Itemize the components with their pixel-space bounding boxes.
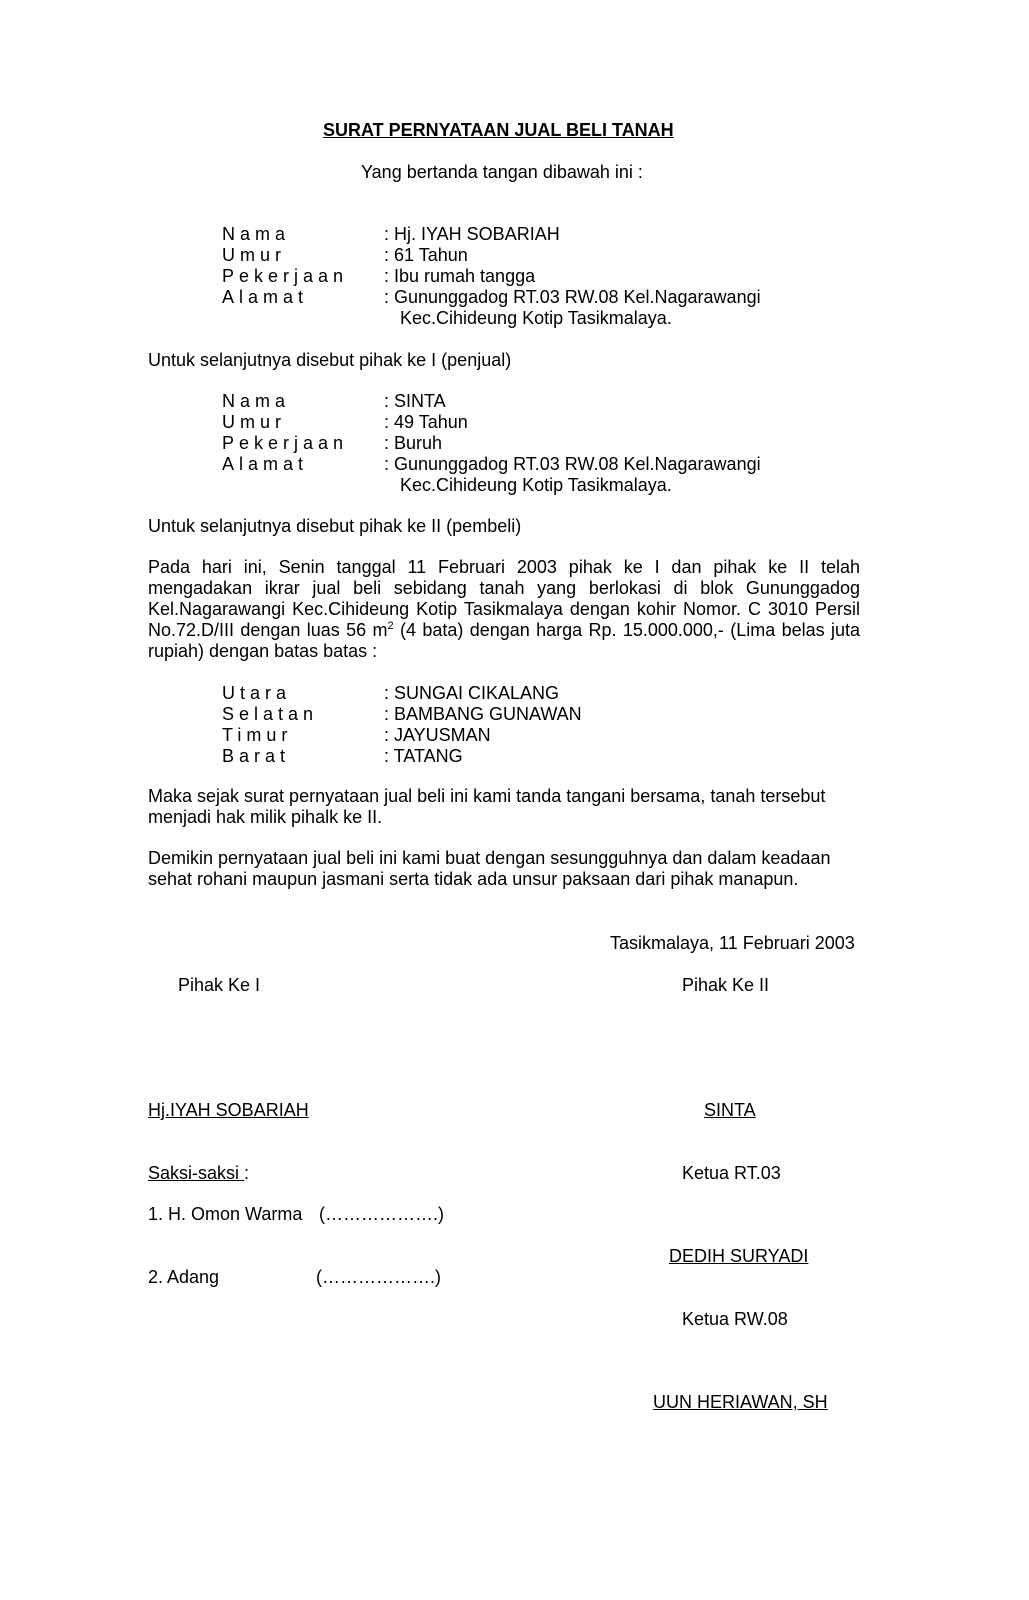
witness-2-signature-blank: (……………….) xyxy=(316,1267,441,1287)
party1-value-name: : Hj. IYAH SOBARIAH xyxy=(384,224,560,244)
party1-label-address: Alamat xyxy=(222,287,309,307)
party1-value-age: : 61 Tahun xyxy=(384,245,468,265)
boundary-label-north: Utara xyxy=(222,683,292,703)
agreement-paragraph xyxy=(148,557,860,662)
rt-name: DEDIH SURYADI xyxy=(669,1246,809,1266)
place-date: Tasikmalaya, 11 Februari 2003 xyxy=(610,933,855,953)
area-superscript: 2 xyxy=(387,620,394,632)
party2-value-age: : 49 Tahun xyxy=(384,412,468,432)
party1-label-name: Nama xyxy=(222,224,291,244)
party1-value-occupation: : Ibu rumah tangga xyxy=(384,266,536,286)
rw-name: UUN HERIAWAN, SH xyxy=(653,1392,828,1412)
party1-label-occupation: Pekerjaan xyxy=(222,266,349,286)
boundary-label-west: Barat xyxy=(222,746,291,766)
party1-label-age: Umur xyxy=(222,245,286,265)
boundary-value-west: : TATANG xyxy=(384,746,463,766)
party2-value-occupation: : Buruh xyxy=(384,433,443,453)
party1-address-line2: Kec.Cihideung Kotip Tasikmalaya. xyxy=(400,308,672,328)
ownership-paragraph: Maka sejak surat pernyataan jual beli ini kami tanda tangani bersama, tanah tersebut menjadi hak milik pihalk ke II. xyxy=(148,786,826,827)
party1-designation: Untuk selanjutnya disebut pihak ke I (penjual) xyxy=(148,350,512,370)
party2-designation: Untuk selanjutnya disebut pihak ke II (pembeli) xyxy=(148,516,522,536)
party2-signature-heading: Pihak Ke II xyxy=(682,975,770,995)
witness-1-name: 1. H. Omon Warma xyxy=(148,1204,303,1224)
witness-1-signature-blank: (……………….) xyxy=(319,1204,444,1224)
party1-value-address: : Gununggadog RT.03 RW.08 Kel.Nagarawangi xyxy=(384,287,761,307)
party2-label-name: Nama xyxy=(222,391,291,411)
party2-value-address: : Gununggadog RT.03 RW.08 Kel.Nagarawangi xyxy=(384,454,761,474)
closing-paragraph: Demikin pernyataan jual beli ini kami buat dengan sesungguhnya dan dalam keadaan sehat rohani maupun jasmani serta tidak ada unsur paksaan dari pihak manapun. xyxy=(148,848,831,889)
boundary-label-east: Timur xyxy=(222,725,293,745)
boundary-value-east: : JAYUSMAN xyxy=(384,725,491,745)
witness-2-name: 2. Adang xyxy=(148,1267,220,1287)
intro-text: Yang bertanda tangan dibawah ini : xyxy=(361,162,643,182)
party2-signature-name: SINTA xyxy=(704,1100,756,1120)
rt-title: Ketua RT.03 xyxy=(682,1163,781,1183)
boundary-value-south: : BAMBANG GUNAWAN xyxy=(384,704,582,724)
party2-value-name: : SINTA xyxy=(384,391,446,411)
party2-label-age: Umur xyxy=(222,412,286,432)
document-title: SURAT PERNYATAAN JUAL BELI TANAH xyxy=(323,120,674,140)
party2-address-line2: Kec.Cihideung Kotip Tasikmalaya. xyxy=(400,475,672,495)
boundary-label-south: Selatan xyxy=(222,704,319,724)
party1-signature-name: Hj.IYAH SOBARIAH xyxy=(148,1100,309,1120)
party1-signature-heading: Pihak Ke I xyxy=(178,975,261,995)
agreement-text-part1: Pada hari ini, Senin tanggal 11 Februari 2003 pihak ke I dan pihak ke II telah mengadakan ikrar jual beli sebidang tanah yang berlokasi di blok Gununggadog Kel.Nagarawangi Kec.Cihideung Kotip Tasikmalaya dengan kohir Nomor. C 3010 Persil No.72.D/III dengan luas 56 m xyxy=(148,557,860,640)
agreement-text-part2: (4 bata) dengan harga Rp. 15.000.000,- (Lima belas juta rupiah) dengan batas batas : xyxy=(148,620,860,661)
boundary-value-north: : SUNGAI CIKALANG xyxy=(384,683,560,703)
witnesses-heading: Saksi-saksi : xyxy=(148,1163,250,1183)
rw-title: Ketua RW.08 xyxy=(682,1309,788,1329)
party2-label-address: Alamat xyxy=(222,454,309,474)
party2-label-occupation: Pekerjaan xyxy=(222,433,349,453)
